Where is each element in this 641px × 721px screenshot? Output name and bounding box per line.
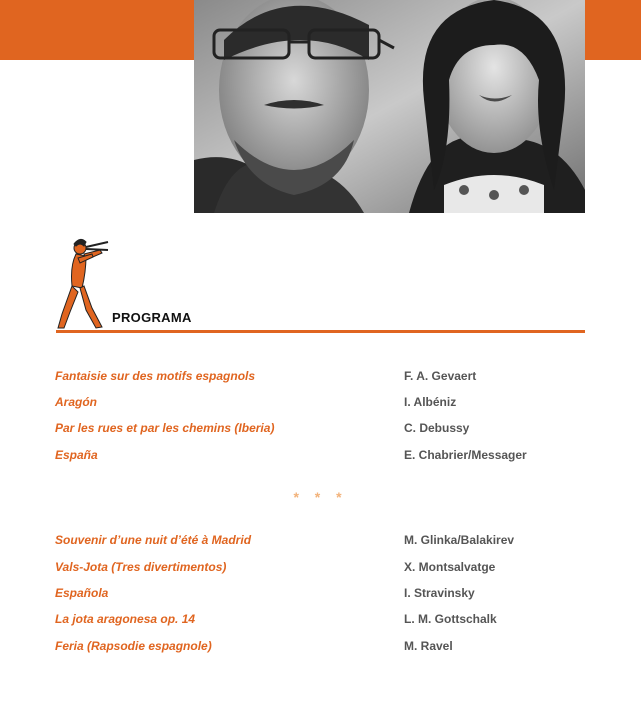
program-row — [0, 612, 641, 630]
program-row — [0, 560, 641, 578]
header-band-right — [585, 0, 641, 60]
work-title: Souvenir d’une nuit d’été à Madrid — [55, 533, 252, 547]
program-row — [0, 448, 641, 466]
composer-name: E. Chabrier/Messager — [404, 448, 527, 462]
work-title: Fantaisie sur des motifs espagnols — [55, 369, 256, 383]
aulos-player-figure-icon — [52, 236, 112, 336]
composer-name: X. Montsalvatge — [404, 560, 496, 574]
section-divider: * * * — [293, 489, 348, 505]
composer-name: F. A. Gevaert — [404, 369, 477, 383]
program-row — [0, 639, 641, 657]
aulos-player-figure — [52, 236, 112, 336]
program-row — [0, 421, 641, 439]
program-row — [0, 369, 641, 387]
portrait-photo-icon — [194, 0, 585, 213]
program-row — [0, 395, 641, 413]
work-title: Española — [55, 586, 109, 600]
work-title: España — [55, 448, 98, 462]
composer-name: I. Stravinsky — [404, 586, 475, 600]
work-title: Aragón — [55, 395, 97, 409]
work-title: Feria (Rapsodie espagnole) — [55, 639, 212, 653]
work-title: Vals-Jota (Tres divertimentos) — [55, 560, 227, 574]
work-title: La jota aragonesa op. 14 — [55, 612, 196, 626]
section-title: PROGRAMA — [112, 310, 192, 325]
header-band-left — [0, 0, 194, 60]
performers-photo — [194, 0, 585, 213]
section-rule — [56, 330, 585, 333]
program-row — [0, 586, 641, 604]
program-row — [0, 533, 641, 551]
work-title: Par les rues et par les chemins (Iberia) — [55, 421, 275, 435]
composer-name: I. Albéniz — [404, 395, 457, 409]
composer-name: L. M. Gottschalk — [404, 612, 497, 626]
composer-name: M. Glinka/Balakirev — [404, 533, 515, 547]
composer-name: M. Ravel — [404, 639, 453, 653]
composer-name: C. Debussy — [404, 421, 470, 435]
